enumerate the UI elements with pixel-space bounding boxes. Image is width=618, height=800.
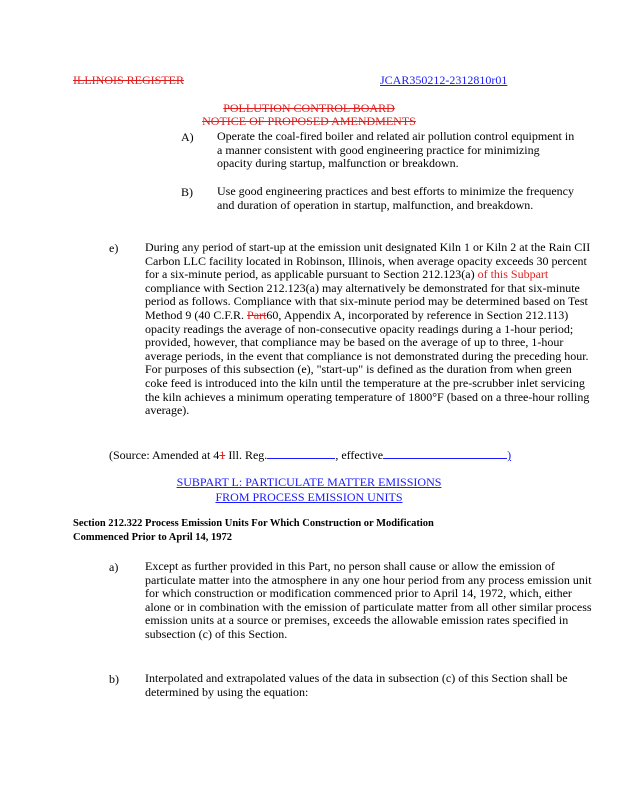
subpart-title-2: FROM PROCESS EMISSION UNITS (215, 490, 403, 504)
para-e-text (145, 241, 595, 418)
list-b-label: B) (181, 185, 193, 199)
register-header: ILLINOIS REGISTER (73, 73, 184, 87)
board-title: POLLUTION CONTROL BOARD (223, 101, 395, 115)
source-note (109, 448, 589, 463)
source-deleted: 1 (219, 448, 226, 462)
sec-a-label: a) (109, 560, 119, 574)
para-e-text-3: 60, Appendix A, incorporated by reference in Section 212.113) opacity readings the average of non-consecutive opacity readings during a 1-hour period; provided, however, that compliance may be based on the average of up to three, 1-hour average periods, in the event that compliance is not demonstrated during the preceding hour. For purposes of this subsection (e), "start-up" is defined as the duration from when green coke feed is introduced into the kiln until the temperature at the pre-scrubber inlet servicing the kiln achieves a minimum operating temperature of 1800°F (based on a three-hour rolling average). (145, 307, 590, 418)
para-e-text-1: During any period of start-up at the emission unit designated Kiln 1 or Kiln 2 at the Rain CII Carbon LLC facility located in Robinson, Illinois, when average opacity exceeds 30 percent for a six-minute period, as applicable pursuant to Section 212.123(a) (145, 240, 591, 282)
section-heading-1: Section 212.322 Process Emission Units For Which Construction or Modification (73, 518, 434, 529)
inserted-text: of this Subpart (474, 267, 549, 282)
source-blank-1 (267, 448, 299, 459)
notice-title: NOTICE OF PROPOSED AMENDMENTS (202, 114, 416, 128)
sec-a-text: Except as further provided in this Part, no person shall cause or allow the emission of particulate matter into the atmosphere in any one hour period from any process emission unit for which construction or modification commenced prior to April 14, 1972, which, either alone or in combination with the emission of particulate matter from all other similar process emission units at a source or premises, exceeds the allowable emission rates specified in subsection (c) of this Section. (145, 559, 592, 641)
document-code: JCAR350212-2312810r01 (380, 73, 508, 87)
para-e-label: e) (109, 241, 119, 255)
source-blank-2 (299, 448, 335, 459)
section-heading-2: Commenced Prior to April 14, 1972 (73, 532, 233, 543)
list-a-label: A) (181, 130, 194, 144)
source-reg: Ill. Reg. (225, 448, 268, 462)
sec-b-text: Interpolated and extrapolated values of the data in subsection (c) of this Section shall be determined by using the equation: (145, 671, 568, 699)
source-close: ) (507, 448, 512, 462)
source-effective: , effective (335, 448, 384, 462)
para-e-text-2: compliance with Section 212.123(a) may alternatively be demonstrated for that six-minute period as follows. Compliance with that six-minute period may be determined based on Test Method 9 (40 C.F.R. (145, 280, 588, 322)
source-blank-3 (383, 448, 433, 459)
source-blank-4 (433, 448, 507, 459)
sec-b-label: b) (109, 672, 119, 686)
subpart-title-1: SUBPART L: PARTICULATE MATTER EMISSIONS (176, 475, 442, 489)
list-a-text: Operate the coal-fired boiler and related air pollution control equipment in a manner consistent with good engineering practice for minimizing opacity during startup, malfunction or breakdown. (217, 129, 575, 171)
deleted-text: Part (247, 307, 267, 322)
source-prefix: (Source: Amended at 4 (109, 448, 220, 462)
list-b-text: Use good engineering practices and best efforts to minimize the frequency and duration of operation in startup, malfunction, and breakdown. (217, 184, 574, 212)
